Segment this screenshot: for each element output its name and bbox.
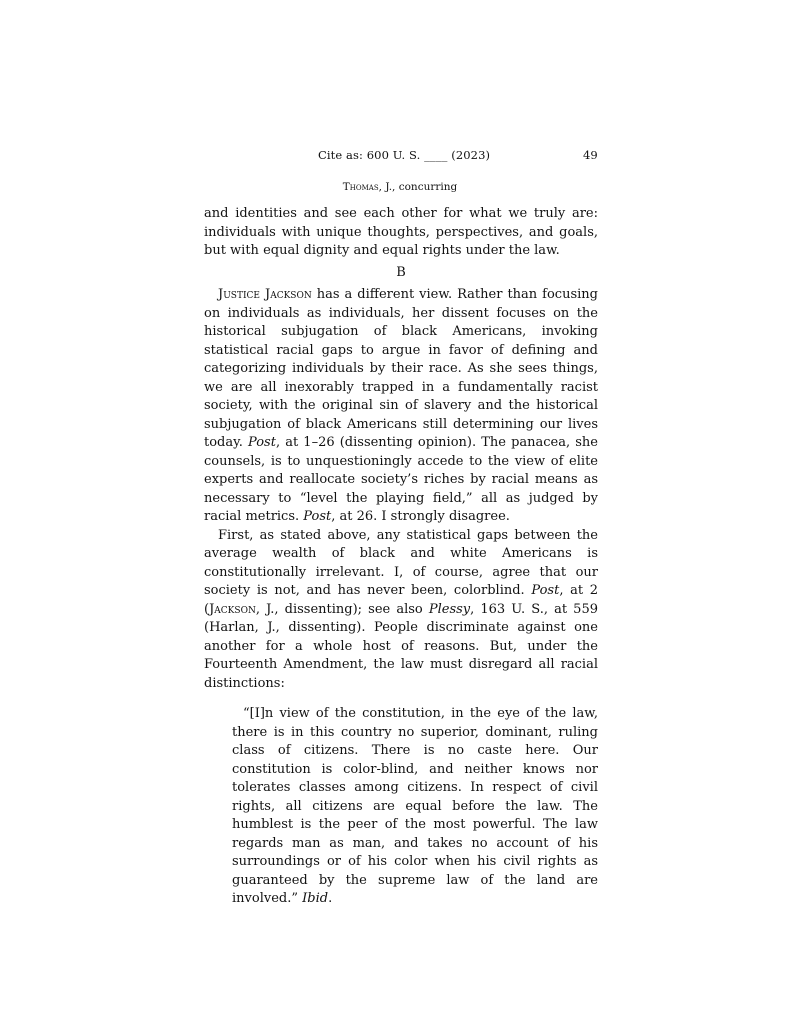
paragraph-text: has a different view. Rather than focusing on individuals as individuals, her dissent focuses on the historical subjugation of black Americans, invoking statistical racial gaps to argue in favor of defining and categorizing individuals by their race. As she sees things, we are all inexorably trapped in a fundamentally racist society, with the original sin of slavery and the historical subjugation of black Americans still determining our lives today. xyxy=(204,287,598,450)
justice-name: Jackson xyxy=(209,601,256,617)
citation-header: Cite as: 600 U. S. ____ (2023) xyxy=(318,148,491,162)
paragraph-text: First, as stated above, any statistical gaps between the average wealth of black and white Americans is constitutionally irrelevant. I, of course, agree that our society is not, and has never been, colorblind. xyxy=(204,527,598,598)
quote-end: . xyxy=(328,891,333,906)
paragraph-text: , J., dissenting); see also xyxy=(255,601,429,617)
running-head-author: Thomas xyxy=(342,181,379,193)
paragraph-first-argument xyxy=(204,527,598,694)
citation-ibid: Ibid xyxy=(302,891,329,906)
paragraph-dissent-view xyxy=(204,286,598,527)
running-head-role: , J., concurring xyxy=(378,181,458,193)
opinion-body xyxy=(204,205,598,909)
running-head xyxy=(0,181,800,193)
paragraph-text: , at 2 ( xyxy=(204,583,598,617)
section-heading: B xyxy=(396,264,406,280)
justice-name: Justice Jackson xyxy=(218,287,312,302)
citation-post: Post xyxy=(531,583,560,598)
block-quote-text xyxy=(232,705,598,909)
paragraph-text: , 163 U. S., at 559 (Harlan, J., dissenting). People discriminate against one another for a whole host of reasons. But, under the Fourteenth Amendment, the law must disregard all racial distinctions: xyxy=(204,601,598,691)
citation-post: Post xyxy=(303,509,332,524)
case-name: Plessy xyxy=(428,601,471,617)
block-quote xyxy=(232,705,598,909)
paragraph-text: , at 26. I strongly disagree. xyxy=(331,509,510,524)
continuation-paragraph: and identities and see each other for what we truly are: individuals with unique thoughts, perspectives, and goals, but with equal dignity and equal rights under the law. xyxy=(204,206,598,258)
citation-post: Post xyxy=(248,435,276,450)
page-number: 49 xyxy=(583,148,598,162)
quote-text: “[I]n view of the constitution, in the eye of the law, there is in this country no superior, dominant, ruling class of citizens. There is no caste here. Our constitution is color-blind, and neither knows nor tolerates classes among citizens. In respect of civil rights, all citizens are equal before the law. The humblest is the peer of the most powerful. The law regards man as man, and takes no account of his surroundings or of his color when his civil rights as guaranteed by the supreme law of the land are involved.” xyxy=(232,706,598,906)
paragraph-text: , at 1–26 (dissenting opinion). The panacea, she counsels, is to unquestioningly accede to the view of elite experts and reallocate society’s riches by racial means as necessary to “level the playing field,” all as judged by racial metrics. xyxy=(204,435,598,524)
